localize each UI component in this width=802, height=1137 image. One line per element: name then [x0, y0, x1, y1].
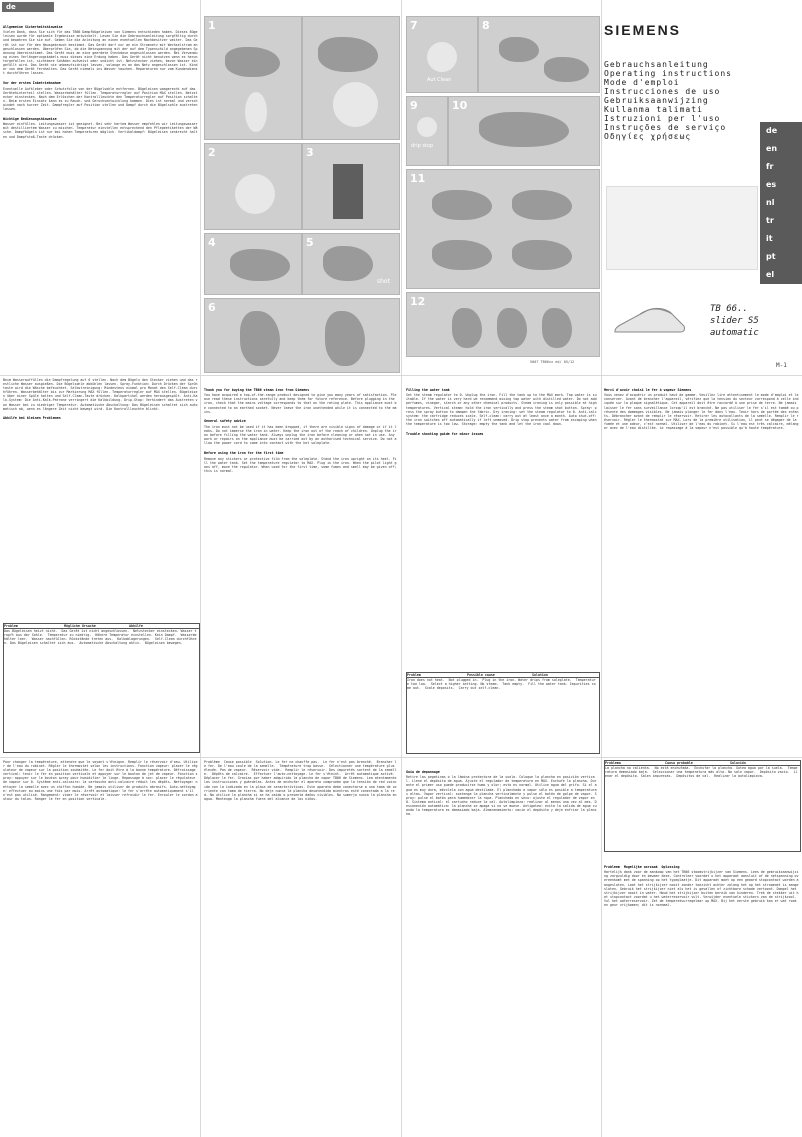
model-line: TB 66.. [710, 304, 748, 314]
title-item: Οδηγίες χρήσεως [604, 132, 692, 141]
french-text-column: Pour changer la température, attendre que le voyant s'éteigne. Remplir le réservoir d'eau. Utiliser de l'eau du robinet. Régler le thermostat selon les instructions. Fonction vapeur: placer le régulateur de vapeur sur la position souhaitée. Le fer doit être à la bonne température. Défroissage vertical: tenir le fer en position verticale et appuyer sur le bouton de jet de vapeur. Fonction spray: appuyer sur le bouton spray pour humidifier le linge. Repassage à sec: placer le régulateur de vapeur sur 0. Système anti-calcaire: la cartouche anti-calcaire réduit les dépôts. Nettoyage: nettoyer la semelle avec un chiffon humide. Ne jamais utiliser de produits abrasifs. Auto-nettoyage: effectuer au moins une fois par mois. Arrêt automatique: le fer s'arrête automatiquement s'il n'est pas utilisé. Rangement: vider le réservoir et laisser refroidir le fer. Enrouler le cordon autour du talon. Ranger le fer en position verticale. [3, 760, 198, 801]
panel-number: 12 [410, 295, 426, 308]
iron-icon [512, 240, 572, 270]
fold-line [200, 0, 201, 1137]
fold-line [0, 757, 802, 758]
language-tab-tr: tr [760, 212, 802, 230]
section-heading: Vor der ersten Inbetriebnahme [3, 80, 61, 85]
control-icon [333, 164, 363, 219]
panel-number: 2 [208, 146, 216, 159]
iron-icon [225, 47, 280, 77]
section-heading: Allgemeine Sicherheitshinweise [3, 24, 63, 29]
illustration-panel [448, 96, 600, 166]
title-item: Operating instructions [604, 69, 732, 78]
model-line: automatic [710, 328, 759, 338]
german-text-continued: Beim Wasserauffüllen die Dampfregelung auf 0 stellen. Nach dem Bügeln den Stecker ziehen und das restliche Wasser ausgießen. Die Bügelsohle abkühlen lassen. Spray-Funktion: Durch Drücken der Sprühtaste wird die Wäsche befeuchtet. Selbstreinigung: Mindestens einmal pro Monat den Self-Clean durchführen. Wasserbehälter bis zur Markierung MAX füllen. Temperaturregler auf MAX stellen. Bügeleisen über einer Spüle halten und Self-Clean-Taste drücken. Kalkpartikel werden herausgespült. Anti-Kalk-System: Die Anti-Kalk-Patrone verringert die Kalkbildung. Drip-Stop: Verhindert das Austreten von Wasser bei zu niedriger Temperatur. Automatische Abschaltung: Das Bügeleisen schaltet sich automatisch ab, wenn es längere Zeit nicht bewegt wird. Die Kontrollleuchte blinkt. Abhilfe bei kleinen Problemen [3, 378, 198, 421]
bottle-icon [245, 92, 267, 132]
title-list [604, 60, 732, 141]
language-tab-fr: fr [760, 158, 802, 176]
language-tab-de: de [760, 122, 802, 140]
illustration-panel [302, 143, 400, 230]
iron-icon [318, 37, 378, 72]
dutch-text-column: Probleem Mogelijke oorzaak Oplossing Hartelijk dank voor de aankoop van het TB66 stoomstrijkijzer van Siemens. Lees de gebruiksaanwijzing zorgvuldig door en bewaar deze. Controleer voordat u het apparaat aansluit of de netspanning overeenkomt met de spanning op het typeplaatje. Dit apparaat moet op een geaard stopcontact worden aangesloten. Laat het strijkijzer nooit zonder toezicht achter zolang het op het stroomnet is aangesloten. Gebruik het strijkijzer niet als het is gevallen of zichtbare schade vertoont. Dompel het strijkijzer nooit in water. Houd het strijkijzer buiten bereik van kinderen. Trek de stekker uit het stopcontact voordat u het waterreservoir vult. Verwijder eventuele stickers van de strijkzool. Vul het waterreservoir. Zet de temperatuurregelaar op MAX. Bij het eerste gebruik kan er wat rook en geur vrijkomen; dit is normaal. [604, 864, 799, 908]
iron-icon [610, 300, 690, 340]
illustration-panel [406, 169, 600, 289]
section-heading: Merci d'avoir choisi le fer à vapeur Siemens [604, 387, 692, 392]
french-text-column-2: Merci d'avoir choisi le fer à vapeur Siemens Vous venez d'acquérir un produit haut de gamme. Veuillez lire attentivement le mode d'emploi et le conserver. Avant de brancher l'appareil, vérifiez que la tension du secteur correspond à celle indiquée sur la plaque signalétique. Cet appareil doit être raccordé à une prise de terre. Ne jamais laisser le fer sans surveillance lorsqu'il est branché. Ne pas utiliser le fer s'il est tombé ou présente des dommages visibles. Ne jamais plonger le fer dans l'eau. Tenir hors de portée des enfants. Débrancher avant de remplir le réservoir. Retirer les autocollants de la semelle. Remplir le réservoir. Régler le thermostat sur MAX. Lors de la première utilisation, il peut se dégager de la fumée et une odeur, c'est normal. Utiliser de l'eau du robinet. Si l'eau est très calcaire, mélanger avec de l'eau distillée. Le repassage à la vapeur n'est possible qu'à haute température. [604, 387, 799, 431]
drop-icon [427, 42, 457, 72]
fold-line [601, 0, 602, 1137]
table-header: Causa probable [665, 761, 693, 765]
title-item: Gebruiksaanwijzing [604, 96, 709, 105]
soleplate-icon [452, 308, 482, 348]
brand-logo: SIEMENS [604, 22, 682, 38]
iron-icon [479, 112, 569, 147]
soleplate-icon [542, 308, 572, 348]
table-header: Possible cause [467, 673, 495, 677]
title-item: Istruzioni per l'uso [604, 114, 721, 123]
section-heading: Probleem Mogelijke oorzaak Oplossing [604, 864, 680, 869]
title-item: Instruções de serviço [604, 123, 727, 132]
iron-icon [499, 37, 539, 62]
table-header: Problema [605, 761, 621, 765]
iron-icon [432, 240, 492, 270]
section-heading: Trouble shooting guide for minor issues [406, 431, 484, 436]
illustration-panel [406, 292, 600, 357]
french-text-column-3: Problème Cause possible Solution. Le fer ne chauffe pas. Le fer n'est pas branché. Brancher le fer. De l'eau coule de la semelle. Température trop basse. Sélectionner une température plus élevée. Pas de vapeur. Réservoir vide. Remplir le réservoir. Des impuretés sortent de la semelle. Dépôts de calcaire. Effectuer l'auto-nettoyage. Le fer s'éteint. Arrêt automatique activé. Déplacer le fer. Gracias por haber adquirido la plancha de vapor TB66 de Siemens. Lea atentamente las instrucciones y guárdelas. Antes de enchufar el aparato compruebe que la tensión de red coincide con la indicada en la placa de características. Este aparato debe conectarse a una toma de corriente con toma de tierra. No deje nunca la plancha desatendida mientras esté conectada a la red. No utilice la plancha si se ha caído o presenta daños visibles. No sumerja nunca la plancha en agua. Mantenga la plancha fuera del alcance de los niños. [204, 760, 399, 801]
illustration-panel [406, 96, 448, 166]
language-tab-pt: pt [760, 248, 802, 266]
iron-icon [432, 190, 492, 220]
fold-line [0, 375, 802, 376]
language-tab-es: es [760, 176, 802, 194]
panel-number: 5 [306, 236, 314, 249]
page-code: M-1 [776, 362, 787, 369]
soleplate-icon [497, 308, 527, 348]
table-header: Mögliche Ursache [64, 624, 96, 628]
illustration-panel [406, 16, 478, 93]
section-heading: Thank you for buying the TB66 steam iron from Siemens [204, 387, 310, 392]
panel-caption: shot [377, 278, 390, 285]
panel-number: 6 [208, 301, 216, 314]
panel-caption: Aut Clean [427, 77, 452, 83]
section-heading: Guia de depannage [406, 769, 440, 774]
section-heading: General safety advice [204, 419, 246, 424]
panel-number: 8 [482, 19, 490, 32]
iron-image [610, 300, 690, 340]
document-reference: 5007 TB66xx ed/ 05/12 [530, 360, 575, 364]
en-troubleshooting-table: Problem Possible cause Solution Iron does not heat. Not plugged in. Plug in the iron. Water drips from soleplate. Temperature too low. Select a higher setting. No steam. Tank empty. Fill the water tank. Impurities come out. Scale deposits. Carry out self-clean. [406, 672, 600, 754]
section-heading: Wichtige Bedienungshinweise [3, 116, 57, 121]
panel-number: 11 [410, 172, 426, 185]
hand-icon [333, 82, 378, 127]
shirt-icon [325, 311, 365, 366]
table-header: Abhilfe [129, 624, 143, 628]
illustration-panel [302, 233, 400, 295]
fold-line [401, 0, 402, 1137]
illustration-panel [204, 16, 302, 140]
illustration-panel [302, 16, 400, 140]
table-header: Problem [407, 673, 421, 677]
title-item: Gebrauchsanleitung [604, 60, 709, 69]
section-heading: Filling the water tank [406, 387, 450, 392]
panel-number: 10 [452, 99, 468, 112]
shirt-icon [240, 311, 280, 366]
panel-number: 9 [410, 99, 418, 112]
illustration-panel [204, 143, 302, 230]
product-photo [606, 186, 758, 270]
panel-number: 4 [208, 236, 216, 249]
language-tab-el: el [760, 266, 802, 284]
panel-number: 3 [306, 146, 314, 159]
title-item: Mode d'emploi [604, 78, 680, 87]
title-item: Kullanma talimati [604, 105, 703, 114]
iron-icon [230, 249, 290, 281]
language-badge: de [2, 2, 54, 12]
drip-stop-icon [417, 117, 437, 137]
panel-number: 7 [410, 19, 418, 32]
panel-number: 1 [208, 19, 216, 32]
section-heading: Before using the iron for the first time [204, 451, 284, 455]
german-text-column: Allgemeine Sicherheitshinweise Vielen Dank, dass Sie sich für das TB66 Dampfbügeleisen von Siemens entschieden haben. Dieses Bügeleisen wurde für optimale Ergebnisse entwickelt. Lesen Sie die Gebrauchsanleitung sorgfältig durch und bewahren Sie sie auf. Geben Sie die Anleitung an einen eventuellen Nachbesitzer weiter. Das Gerät ist nur für den Hausgebrauch bestimmt. Das Gerät darf nur an ein Stromnetz mit Wechselstrom angeschlossen werden. Überprüfen Sie, ob die Netzspannung mit der auf dem Typenschild angegebenen Spannung übereinstimmt. Das Gerät muss an eine geerdete Steckdose angeschlossen werden. Bei Verwendung eines Verlängerungskabels muss dieses eine Erdung haben. Das Gerät nicht benutzen wenn es heruntergefallen ist, sichtbare Schäden aufweist oder undicht ist. Netzstecker ziehen, bevor Wasser eingefüllt wird. Das Gerät nie unbeaufsichtigt lassen, solange es an das Netz angeschlossen ist. Kinder von dem Gerät fernhalten. Das Gerät niemals ins Wasser tauchen. Reparaturen nur vom Kundendienst durchführen lassen. Vor der ersten Inbetriebnahme Eventuelle Aufkleber oder Schutzfolie von der Bügelsohle entfernen. Bügeleisen waagerecht auf das Gerätehinterteil stellen. Wasserbehälter füllen. Temperaturregler auf Position MAX stellen. Netzstecker einstecken. Nach dem Erlöschen der Kontrollleuchte den Temperaturregler auf Position schalten. Beim ersten Einsatz kann es zu Rauch- und Geruchsentwicklung kommen. Dies ist normal und verschwindet nach kurzer Zeit. Dampfregler auf Position stellen und Dampf durch die Bügelsohle austreten lassen. Wichtige Bedienungshinweise Wasser einfüllen. Leitungswasser ist geeignet. Bei sehr hartem Wasser empfehlen wir Leitungswasser mit destilliertem Wasser zu mischen. Temperatur einstellen entsprechend den Pflegeetiketten der Wäsche. Dampfbügeln ist nur bei hohen Temperaturen möglich. Vertikaldampf: Bügeleisen senkrecht halten und Dampfstoß-Taste drücken. [3, 24, 198, 139]
illustration-panel [204, 298, 400, 373]
iron-icon [512, 190, 572, 220]
dial-icon [235, 174, 275, 214]
table-header: Problem [4, 624, 18, 628]
language-tab-it: it [760, 230, 802, 248]
table-header: Solución [730, 761, 746, 765]
illustration-panel [478, 16, 600, 93]
language-tab-en: en [760, 140, 802, 158]
section-heading: Abhilfe bei kleinen Problemen [3, 416, 61, 421]
iron-icon [544, 57, 589, 82]
model-line: slider S5 [710, 316, 759, 326]
de-troubleshooting-table: Problem Mögliche Ursache Abhilfe Das Bügeleisen heizt nicht. Das Gerät ist nicht angeschlossen. Netzstecker einstecken. Wasser tropft aus der Sohle. Temperatur zu niedrig. Höhere Temperatur einstellen. Kein Dampf. Wasserbehälter leer. Wasser nachfüllen. Rückstände treten aus. Kalkablagerungen. Self-Clean durchführen. Das Bügeleisen schaltet sich aus. Automatische Abschaltung aktiv. Bügeleisen bewegen. [3, 623, 200, 753]
language-tab-nl: nl [760, 194, 802, 212]
steam-shot-icon [323, 246, 373, 281]
es-troubleshooting-table: Problema Causa probable Solución La plancha no calienta. No está enchufada. Enchufar la plancha. Gotea agua por la suela. Temperatura demasiado baja. Seleccionar una temperatura más alta. No sale vapor. Depósito vacío. Llenar el depósito. Salen impurezas. Depósitos de cal. Realizar la autolimpieza. [604, 760, 801, 852]
english-text-column: Thank you for buying the TB66 steam iron from Siemens You have acquired a top-of-the-range product designed to give you many years of satisfaction. Please read these instructions carefully and keep them for future reference. Before plugging in the iron, check that the mains voltage corresponds to that on the rating plate. This appliance must be connected to an earthed socket. Never leave the iron unattended while it is connected to the mains. General safety advice The iron must not be used if it has been dropped, if there are visible signs of damage or if it leaks. Do not immerse the iron in water. Keep the iron out of the reach of children. Unplug the iron before filling the water tank. Always unplug the iron before cleaning or when not in use. Any work or repairs on the appliance must be carried out by an authorised technical service. Do not allow the power cord to come into contact with the hot soleplate. Before using the iron for the first time Remove any stickers or protective film from the soleplate. Stand the iron upright on its heel. Fill the water tank. Set the temperature regulator to MAX. Plug in the iron. When the pilot light goes off, move the regulator. When used for the first time, some fumes and smell may be given off; this is normal. [204, 387, 397, 473]
model-name [710, 303, 759, 339]
title-item: Instrucciones de uso [604, 87, 721, 96]
english-text-continued: Filling the water tank Set the steam regulator to 0. Unplug the iron. Fill the tank up to the MAX mark. Tap water is suitable. If the water is very hard we recommend mixing tap water with distilled water. Do not add perfumes, vinegar, starch or any other chemical products. Steam ironing is only possible at high temperatures. Vertical steam: hold the iron vertically and press the steam shot button. Spray: press the spray button to dampen the fabric. Dry ironing: set the steam regulator to 0. Anti-calc system: the cartridge reduces scale. Self-clean: carry out at least once a month. Auto shut-off: the iron switches off automatically if left unmoved. Drip stop prevents water from escaping when the temperature is too low. Storage: empty the tank and let the iron cool down. Trouble shooting guide for minor issues [406, 387, 597, 436]
table-header: Solution [532, 673, 548, 677]
panel-caption: drip stop [411, 143, 434, 149]
illustration-panel [204, 233, 302, 295]
spanish-text-column: Guia de depannage Retire las pegatinas o la lámina protectora de la suela. Coloque la plancha en posición vertical. Llene el depósito de agua. Ajuste el regulador de temperatura en MAX. Enchufe la plancha. Durante el primer uso puede producirse humo y olor; esto es normal. Utilice agua del grifo. Si el agua es muy dura, mézclela con agua destilada. El planchado a vapor sólo es posible a temperaturas altas. Vapor vertical: sostenga la plancha verticalmente y pulse el botón de golpe de vapor. Spray: pulse el botón para humedecer la ropa. Planchado en seco: ajuste el regulador de vapor en 0. Sistema antical: el cartucho reduce la cal. Autolimpieza: realizar al menos una vez al mes. Desconexión automática: la plancha se apaga si no se mueve. Antigoteo: evita la salida de agua cuando la temperatura es demasiado baja. Almacenamiento: vacíe el depósito y deje enfriar la plancha. [406, 769, 597, 817]
